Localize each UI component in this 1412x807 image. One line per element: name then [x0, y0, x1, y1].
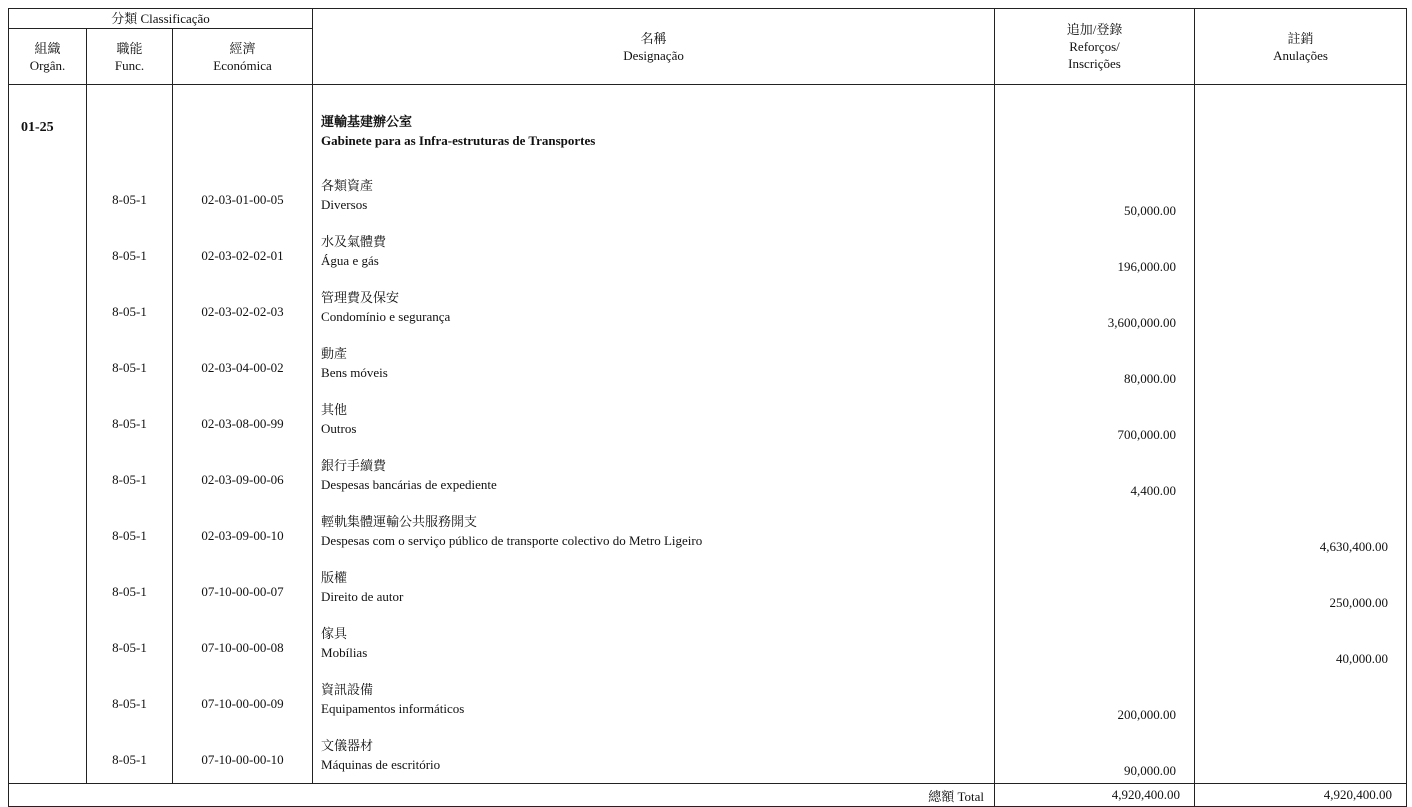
organ-header-pt: Orgân.	[29, 57, 66, 73]
econ-header	[173, 29, 313, 85]
designation-zh: 管理費及保安	[321, 290, 400, 305]
table-row	[9, 615, 1407, 671]
designation-zh: 文儀器材	[321, 738, 374, 753]
organ-cell-empty	[9, 223, 87, 279]
reforco-value: 700,000.00	[995, 391, 1195, 447]
designation-pt: Máquinas de escritório	[321, 757, 441, 772]
organ-cell-empty	[9, 391, 87, 447]
designation-pt: Outros	[321, 421, 357, 436]
organ-header-zh: 組織	[34, 40, 61, 56]
designation	[313, 671, 995, 727]
organ-cell-empty	[9, 279, 87, 335]
reforco-value: 90,000.00	[995, 727, 1195, 784]
econ-code: 07-10-00-00-08	[173, 615, 313, 671]
anulacao-value	[1195, 447, 1407, 503]
total-anulacoes: 4,920,400.00	[1195, 784, 1407, 807]
empty-cell	[87, 85, 173, 168]
reforco-value: 80,000.00	[995, 335, 1195, 391]
econ-code: 07-10-00-00-09	[173, 671, 313, 727]
designation-zh: 傢具	[321, 626, 348, 641]
anulacao-value	[1195, 279, 1407, 335]
designation-pt: Bens móveis	[321, 365, 388, 380]
organ-row	[9, 85, 1407, 168]
econ-code: 02-03-02-02-01	[173, 223, 313, 279]
total-label: 總額 Total	[9, 784, 995, 807]
budget-table	[8, 8, 1407, 807]
designation	[313, 615, 995, 671]
organ-cell-empty	[9, 671, 87, 727]
designation-pt: Mobílias	[321, 645, 368, 660]
func-header-zh: 職能	[116, 40, 143, 56]
empty-cell	[1195, 85, 1407, 168]
reforco-value: 4,400.00	[995, 447, 1195, 503]
anulacao-value	[1195, 167, 1407, 223]
table-row	[9, 503, 1407, 559]
anulacao-value	[1195, 335, 1407, 391]
designation	[313, 503, 995, 559]
econ-code: 07-10-00-00-07	[173, 559, 313, 615]
designation	[313, 447, 995, 503]
designation-zh: 資訊設備	[321, 682, 374, 697]
organ-header	[9, 29, 87, 85]
reforcos-header-pt1: Reforços/	[1069, 39, 1120, 54]
table-row	[9, 559, 1407, 615]
reforco-value: 50,000.00	[995, 167, 1195, 223]
econ-header-zh: 經濟	[229, 40, 256, 56]
econ-code: 02-03-09-00-06	[173, 447, 313, 503]
table-row	[9, 447, 1407, 503]
anulacao-value	[1195, 727, 1407, 784]
func-header	[87, 29, 173, 85]
anulacoes-header	[1195, 9, 1407, 85]
func-code: 8-05-1	[87, 671, 173, 727]
func-code: 8-05-1	[87, 503, 173, 559]
anulacao-value	[1195, 671, 1407, 727]
table-body	[9, 85, 1407, 784]
table-row	[9, 671, 1407, 727]
classification-header: 分類 Classificação	[9, 9, 313, 29]
table-row	[9, 727, 1407, 784]
reforco-value	[995, 615, 1195, 671]
reforco-value	[995, 559, 1195, 615]
reforcos-header	[995, 9, 1195, 85]
designation	[313, 559, 995, 615]
table-row	[9, 223, 1407, 279]
designation-zh: 其他	[321, 402, 348, 417]
reforco-value: 3,600,000.00	[995, 279, 1195, 335]
designation-zh: 動產	[321, 346, 348, 361]
organ-cell-empty	[9, 559, 87, 615]
table-row	[9, 391, 1407, 447]
func-code: 8-05-1	[87, 559, 173, 615]
organ-cell-empty	[9, 615, 87, 671]
organ-cell-empty	[9, 335, 87, 391]
designation-pt: Condomínio e segurança	[321, 309, 451, 324]
designation-zh: 銀行手續費	[321, 458, 387, 473]
econ-code: 02-03-04-00-02	[173, 335, 313, 391]
designation	[313, 223, 995, 279]
empty-cell	[173, 85, 313, 168]
designation-pt: Diversos	[321, 197, 368, 212]
designation	[313, 335, 995, 391]
designation-zh: 各類資產	[321, 178, 374, 193]
reforco-value: 196,000.00	[995, 223, 1195, 279]
func-header-pt: Func.	[114, 57, 145, 73]
organ-cell-empty	[9, 167, 87, 223]
empty-cell	[995, 85, 1195, 168]
anulacao-value: 4,630,400.00	[1195, 503, 1407, 559]
econ-code: 02-03-02-02-03	[173, 279, 313, 335]
designation	[313, 391, 995, 447]
designation-zh: 版權	[321, 570, 348, 585]
econ-code: 02-03-08-00-99	[173, 391, 313, 447]
func-code: 8-05-1	[87, 167, 173, 223]
designation	[313, 167, 995, 223]
designation	[313, 727, 995, 784]
table-row	[9, 335, 1407, 391]
total-reforcos: 4,920,400.00	[995, 784, 1195, 807]
designation-pt: Despesas bancárias de expediente	[321, 477, 497, 492]
func-code: 8-05-1	[87, 335, 173, 391]
reforcos-header-pt2: Inscrições	[1068, 56, 1121, 71]
table-row	[9, 279, 1407, 335]
func-code: 8-05-1	[87, 727, 173, 784]
econ-code: 02-03-01-00-05	[173, 167, 313, 223]
func-code: 8-05-1	[87, 447, 173, 503]
organ-name-zh: 運輸基建辦公室	[321, 114, 413, 129]
func-code: 8-05-1	[87, 279, 173, 335]
reforcos-header-zh: 追加/登錄	[1066, 22, 1123, 37]
total-row	[9, 784, 1407, 807]
organ-cell-empty	[9, 503, 87, 559]
anulacao-value: 40,000.00	[1195, 615, 1407, 671]
func-code: 8-05-1	[87, 223, 173, 279]
table-row	[9, 167, 1407, 223]
anulacoes-header-zh: 註銷	[1287, 30, 1314, 46]
func-code: 8-05-1	[87, 615, 173, 671]
econ-code: 02-03-09-00-10	[173, 503, 313, 559]
designation-zh: 輕軌集體運輸公共服務開支	[321, 514, 478, 529]
designation-pt: Equipamentos informáticos	[321, 701, 465, 716]
designation-pt: Despesas com o serviço público de transporte colectivo do Metro Ligeiro	[321, 533, 703, 548]
designation-header-zh: 名稱	[640, 30, 667, 46]
designation-header	[313, 9, 995, 85]
designation-pt: Água e gás	[321, 253, 379, 268]
organ-name	[313, 85, 995, 168]
designation	[313, 279, 995, 335]
organ-code: 01-25	[9, 85, 87, 168]
anulacao-value	[1195, 391, 1407, 447]
anulacoes-header-pt: Anulações	[1273, 47, 1328, 63]
designation-header-pt: Designação	[623, 47, 684, 63]
anulacao-value	[1195, 223, 1407, 279]
reforco-value: 200,000.00	[995, 671, 1195, 727]
func-code: 8-05-1	[87, 391, 173, 447]
organ-cell-empty	[9, 727, 87, 784]
organ-cell-empty	[9, 447, 87, 503]
anulacao-value: 250,000.00	[1195, 559, 1407, 615]
table-header	[9, 9, 1407, 85]
econ-code: 07-10-00-00-10	[173, 727, 313, 784]
organ-name-pt: Gabinete para as Infra-estruturas de Transportes	[321, 133, 596, 148]
reforco-value	[995, 503, 1195, 559]
econ-header-pt: Económica	[213, 57, 272, 73]
designation-zh: 水及氣體費	[321, 234, 387, 249]
designation-pt: Direito de autor	[321, 589, 404, 604]
